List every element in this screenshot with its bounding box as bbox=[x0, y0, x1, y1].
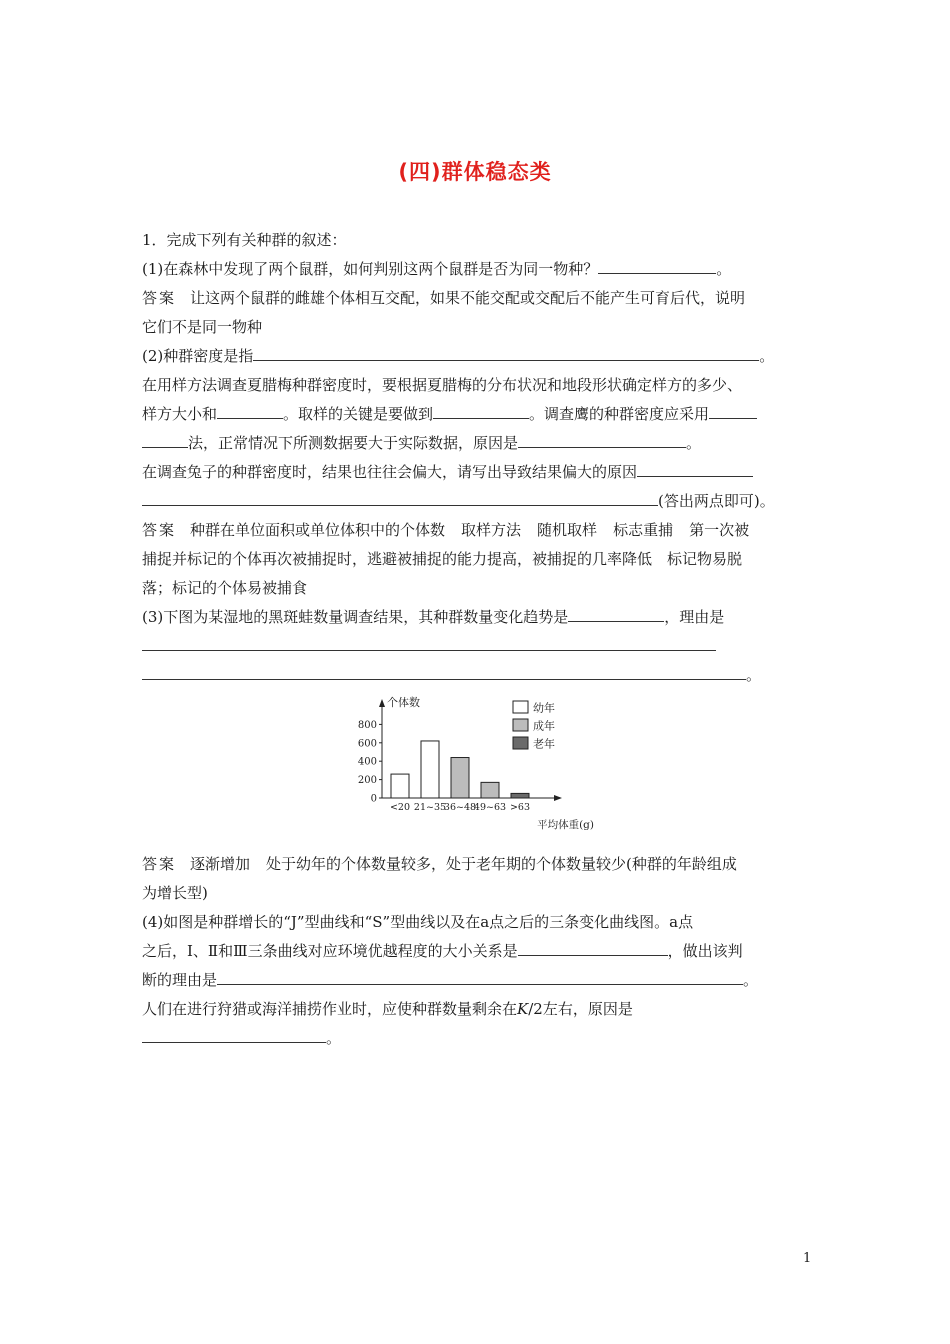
part2-question bbox=[142, 342, 812, 371]
answer-2-text: 标志重捕 bbox=[613, 521, 674, 539]
part3-blank-line bbox=[142, 661, 812, 690]
answer-blank[interactable] bbox=[142, 487, 658, 506]
answer-1-line: 它们不是同一物种 bbox=[142, 318, 263, 336]
end-mark: 。 bbox=[716, 260, 732, 278]
answer-blank[interactable] bbox=[142, 1024, 326, 1043]
part2-text-line bbox=[142, 429, 812, 458]
y-tick-label: 200 bbox=[357, 775, 377, 787]
bar-adult bbox=[451, 758, 469, 798]
part4-text-line bbox=[142, 966, 812, 995]
end-mark: 。 bbox=[743, 971, 759, 989]
bar-juvenile bbox=[391, 774, 409, 798]
part2-text: 在调查兔子的种群密度时，结果也往往会偏大，请写出导致结果偏大的原因 bbox=[142, 463, 638, 481]
answer-blank[interactable] bbox=[709, 400, 757, 419]
answer-2-line: 捕捉并标记的个体再次被捕捉时，逃避被捕捉的能力提高，被捕捉的几率降低 标记物易脱 bbox=[142, 550, 743, 568]
x-axis-label: 平均体重(g) bbox=[537, 819, 594, 831]
part3-question bbox=[142, 603, 812, 632]
y-axis-label: 个体数 bbox=[387, 696, 420, 709]
page-title: (四)群体稳态类 bbox=[398, 160, 552, 184]
bar-juvenile bbox=[421, 741, 439, 798]
answer-label: 答案 bbox=[142, 855, 177, 873]
x-tick-label: 36~48 bbox=[443, 802, 477, 813]
part3-text: (3)下图为某湿地的黑斑蛙数量调查结果，其种群数量变化趋势是 bbox=[142, 608, 569, 626]
answer-2-text: 种群在单位面积或单位体积中的个体数 bbox=[190, 521, 446, 539]
part2-text: (2)种群密度是指 bbox=[142, 347, 254, 365]
legend-label: 成年 bbox=[533, 719, 555, 733]
answer-blank[interactable] bbox=[518, 937, 668, 956]
answer-3-text: 逐渐增加 bbox=[190, 855, 251, 873]
answer-blank[interactable] bbox=[568, 603, 664, 622]
part2-text: 样方大小和 bbox=[142, 405, 218, 423]
answer-blank[interactable] bbox=[518, 429, 686, 448]
part4-question: (4)如图是种群增长的“J”型曲线和“S”型曲线以及在a点之后的三条变化曲线图。a点 bbox=[142, 913, 694, 931]
x-tick-label: <20 bbox=[389, 802, 411, 813]
part4-text: 断的理由是 bbox=[142, 971, 218, 989]
part2-text: 。调查鹰的种群密度应采用 bbox=[529, 405, 710, 423]
part2-text: 法，正常情况下所测数据要大于实际数据，原因是 bbox=[188, 434, 519, 452]
x-axis-arrow bbox=[554, 795, 562, 801]
answer-2-text: 第一次被 bbox=[689, 521, 750, 539]
end-mark: 。 bbox=[326, 1029, 342, 1047]
answer-2-text: 随机取样 bbox=[537, 521, 598, 539]
legend-swatch-adult bbox=[513, 719, 528, 731]
answer-3-text: 处于幼年的个体数量较多，处于老年期的个体数量较少(种群的年龄组成 bbox=[266, 855, 737, 873]
answer-2-line bbox=[142, 516, 812, 545]
question-intro: 1．完成下列有关种群的叙述： bbox=[142, 231, 347, 249]
x-tick-label: >63 bbox=[509, 802, 531, 813]
answer-label: 答案 bbox=[142, 289, 177, 307]
answer-2-text: 取样方法 bbox=[461, 521, 522, 539]
part4-text: 之后，Ⅰ、Ⅱ和Ⅲ三条曲线对应环境优越程度的大小关系是 bbox=[142, 942, 518, 960]
part4-text: 人们在进行狩猎或海洋捕捞作业时，应使种群数量剩余在 bbox=[142, 1000, 518, 1018]
page-number: 1 bbox=[803, 1251, 812, 1266]
part2-text-line bbox=[142, 400, 812, 429]
part2-text-line bbox=[142, 487, 812, 516]
part3-text: ，理由是 bbox=[664, 608, 725, 626]
legend-swatch-elderly bbox=[513, 737, 528, 749]
answer-blank[interactable] bbox=[637, 458, 753, 477]
bar-chart bbox=[347, 694, 607, 844]
answer-blank[interactable] bbox=[598, 255, 716, 274]
answer-blank[interactable] bbox=[433, 400, 529, 419]
legend-label: 幼年 bbox=[533, 701, 555, 715]
k-symbol: K bbox=[517, 1000, 529, 1018]
answer-1-line bbox=[142, 284, 812, 313]
part2-text-line: 在用样方法调查夏腊梅种群密度时，要根据夏腊梅的分布状况和地段形状确定样方的多少、 bbox=[142, 376, 743, 394]
y-tick-label: 800 bbox=[357, 719, 377, 731]
question-1 bbox=[142, 226, 812, 1053]
part4-text-line bbox=[142, 937, 812, 966]
x-tick-label: 21~35 bbox=[413, 802, 447, 813]
answer-blank[interactable] bbox=[217, 400, 283, 419]
x-tick-label: 49~63 bbox=[473, 802, 507, 813]
part4-text: /2左右，原因是 bbox=[528, 1000, 633, 1018]
answer-blank[interactable] bbox=[142, 661, 746, 680]
answer-blank[interactable] bbox=[142, 632, 716, 651]
part1-question bbox=[142, 255, 812, 284]
end-mark: 。 bbox=[686, 434, 702, 452]
part4-blank-line bbox=[142, 1024, 812, 1053]
answer-label: 答案 bbox=[142, 521, 177, 539]
answer-1-text: 让这两个鼠群的雌雄个体相互交配，如果不能交配或交配后不能产生可育后代，说明 bbox=[190, 289, 746, 307]
y-tick-label: 0 bbox=[370, 793, 377, 805]
bar-adult bbox=[481, 782, 499, 798]
part1-text: (1)在森林中发现了两个鼠群，如何判别这两个鼠群是否为同一物种？ bbox=[142, 260, 599, 278]
part2-text: (答出两点即可)。 bbox=[658, 492, 775, 510]
answer-3-line bbox=[142, 850, 812, 879]
part3-blank-line bbox=[142, 632, 812, 661]
y-axis-arrow bbox=[379, 699, 385, 707]
y-tick-label: 600 bbox=[357, 738, 377, 750]
answer-3-line: 为增长型) bbox=[142, 884, 208, 902]
age-structure-chart bbox=[142, 690, 812, 850]
answer-blank[interactable] bbox=[253, 342, 759, 361]
bar-elderly bbox=[511, 793, 529, 798]
end-mark: 。 bbox=[759, 347, 775, 365]
part4-text: ，做出该判 bbox=[667, 942, 743, 960]
legend-label: 老年 bbox=[533, 737, 555, 751]
part2-text: 。取样的关键是要做到 bbox=[283, 405, 434, 423]
y-tick-label: 400 bbox=[357, 756, 377, 768]
answer-2-line: 落；标记的个体易被捕食 bbox=[142, 579, 308, 597]
end-mark: 。 bbox=[746, 666, 762, 684]
answer-blank[interactable] bbox=[217, 966, 743, 985]
part2-text-line bbox=[142, 458, 812, 487]
legend-swatch-juvenile bbox=[513, 701, 528, 713]
answer-blank[interactable] bbox=[142, 429, 188, 448]
part4-text-line bbox=[142, 995, 812, 1024]
